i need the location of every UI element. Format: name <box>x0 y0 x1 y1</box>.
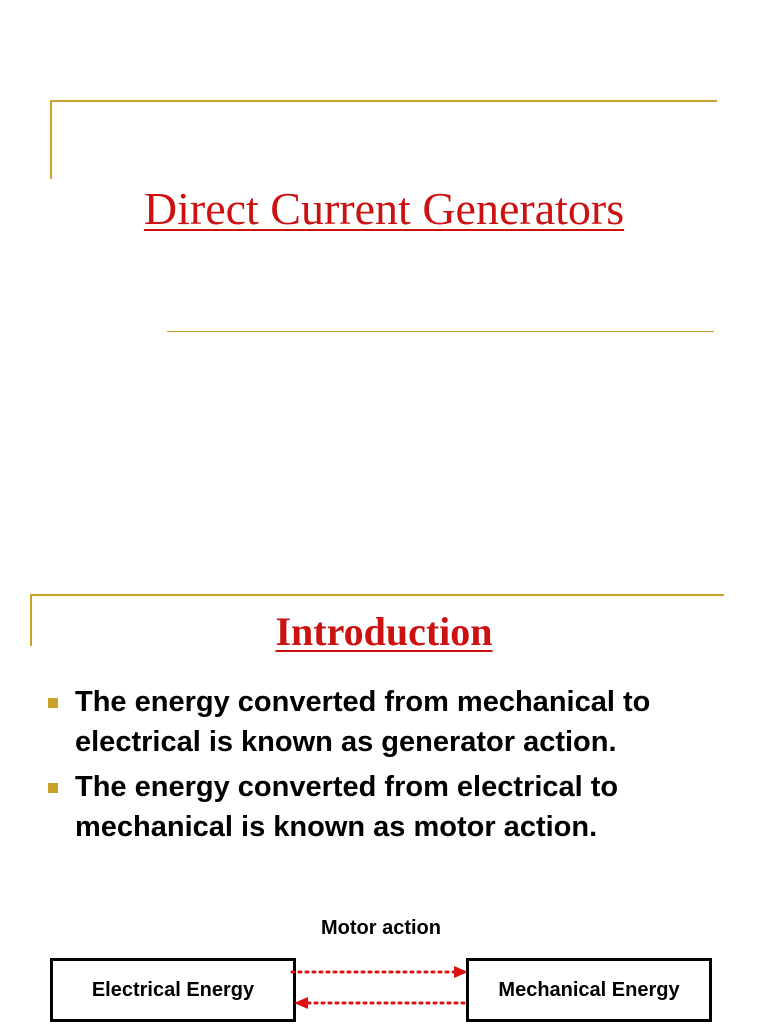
bullet-list <box>44 682 744 852</box>
left-border-line <box>50 100 52 179</box>
energy-flow-arrows <box>290 960 472 1020</box>
bullet-text: The energy converted from mechanical to electrical is known as generator action. <box>75 686 651 758</box>
electrical-energy-box <box>50 958 296 1022</box>
list-item <box>44 767 744 847</box>
motor-action-label: Motor action <box>321 917 441 939</box>
top-border-line <box>30 594 724 596</box>
introduction-slide <box>0 560 768 1024</box>
bullet-text: The energy converted from electrical to mechanical is known as motor action. <box>75 771 619 843</box>
box-label: Mechanical Energy <box>498 978 680 1001</box>
list-item <box>44 682 744 762</box>
box-label: Electrical Energy <box>91 978 255 1001</box>
square-bullet-icon <box>48 783 58 793</box>
top-border-line <box>50 100 717 102</box>
mechanical-energy-box <box>466 958 712 1022</box>
backward-arrowhead-icon <box>294 997 308 1009</box>
square-bullet-icon <box>48 698 58 708</box>
title-underline-rule <box>167 331 714 332</box>
slide-title: Direct Current Generators <box>143 183 625 234</box>
section-title: Introduction <box>275 609 493 654</box>
